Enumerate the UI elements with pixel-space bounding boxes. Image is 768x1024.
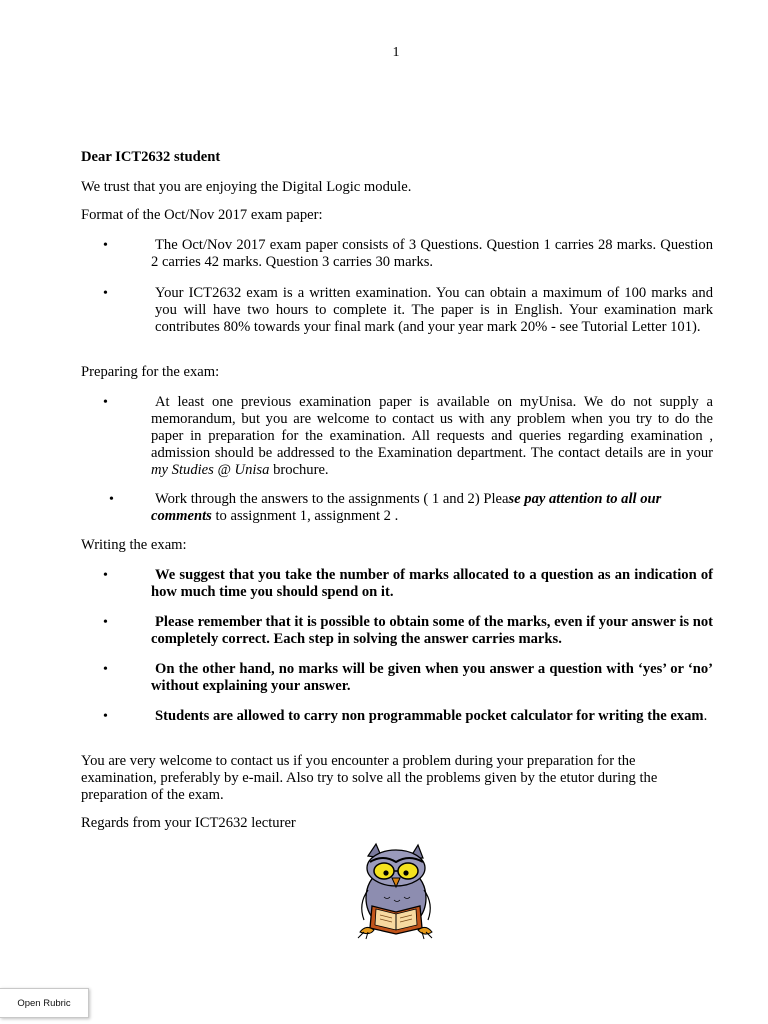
bullet-icon: • [103,238,108,253]
preparing-bullet-2 [81,491,713,525]
preparing-bullet-1 [81,394,713,479]
format-bullet-1 [81,237,713,271]
closing-paragraph: You are very welcome to contact us if you encounter a problem during your preparation for the examination, preferably by e-mail. Also try to solve all the problems given by the etutor during the preparation of the exam. [81,753,658,803]
bullet-text: On the other hand, no marks will be given when you answer a question with ‘yes’ or ‘no’ without explaining your answer. [151,661,713,694]
bullet-text [151,491,713,525]
format-bullet-2 [81,285,713,336]
writing-bullet-3 [81,661,713,695]
emphasis-text: se pay attention to all our comments [151,491,662,524]
bullet-text [151,394,713,479]
page-number: 1 [392,45,400,60]
bullet-text-part: to assignment 1, assignment 2 . [211,508,399,524]
bullet-icon: • [103,286,108,301]
bullet-text-part: . [703,708,708,724]
bullet-icon: • [103,395,108,410]
writing-bullet-2 [81,614,713,648]
format-heading: Format of the Oct/Nov 2017 exam paper: [81,207,323,223]
bullet-text: We suggest that you take the number of marks allocated to a question as an indication of how much time you should spend on it. [151,567,713,600]
bullet-text-part: Work through the answers to the assignments ( 1 and 2) Plea [155,491,509,507]
bullet-icon: • [109,492,114,507]
writing-bullet-1 [81,567,713,601]
bullet-icon: • [103,709,108,724]
writing-heading: Writing the exam: [81,537,187,553]
bullet-text: The Oct/Nov 2017 exam paper consists of 3 Questions. Question 1 carries 28 marks. Question 2 carries 42 marks. Question 3 carries 30 marks. [151,237,713,270]
bullet-icon: • [103,568,108,583]
bullet-icon: • [103,615,108,630]
bullet-text [151,708,713,725]
bullet-text: Please remember that it is possible to obtain some of the marks, even if your answer is not completely correct. Each step in solving the answer carries marks. [151,614,713,647]
regards-line: Regards from your ICT2632 lecturer [81,815,296,831]
brochure-title: my Studies @ Unisa [151,462,270,478]
intro-text: We trust that you are enjoying the Digital Logic module. [81,179,412,195]
owl-reading-book-icon [346,842,446,942]
bullet-text-part: brochure. [269,462,329,478]
bullet-text-part: At least one previous examination paper is available on myUnisa. We do not supply a memorandum, but you are welcome to contact us with any problem when you try to do the paper in preparation for the examination. All requests and queries regarding examination , admission should be addressed to the Examination department. The contact details are in your [151,394,713,461]
bullet-text-part: Students are allowed to carry non programmable pocket calculator for writing the exam [155,708,704,724]
bullet-text: Your ICT2632 exam is a written examination. You can obtain a maximum of 100 marks and you will have two hours to complete it. The paper is in English. Your examination mark contributes 80% towards your final mark (and your year mark 20% - see Tutorial Letter 101). [155,285,713,335]
greeting: Dear ICT2632 student [81,149,221,165]
writing-bullet-4 [81,708,713,725]
bullet-icon: • [103,662,108,677]
preparing-heading: Preparing for the exam: [81,364,220,380]
open-rubric-button[interactable]: Open Rubric [0,988,89,1018]
